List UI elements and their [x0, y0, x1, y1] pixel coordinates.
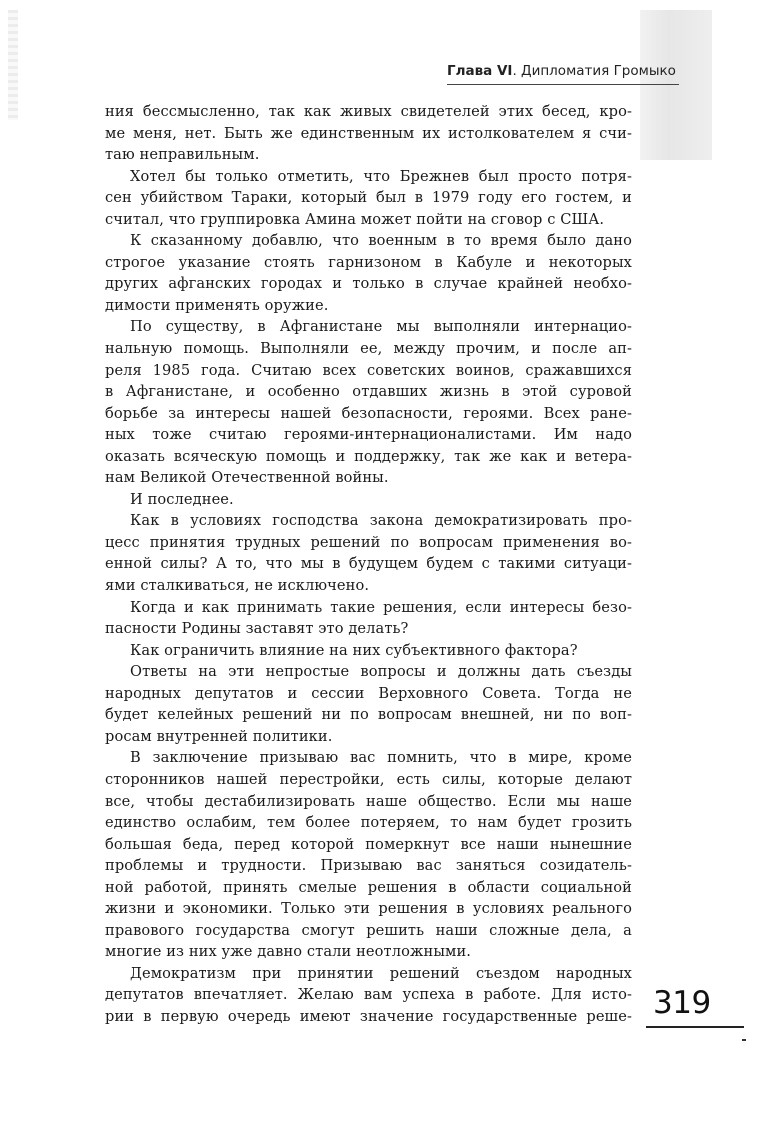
text-line: борьбе за интересы нашей безопасности, героями. Всех ране-	[105, 404, 632, 422]
chapter-title: Дипломатия Громыко	[521, 63, 676, 79]
text-line: Хотел бы только отметить, что Брежнев был просто потря-	[130, 167, 632, 185]
header-separator: .	[512, 63, 522, 79]
scan-edge-artifact	[8, 10, 18, 120]
text-line: нальную помощь. Выполняли ее, между прочим, и после ап-	[105, 340, 632, 358]
text-line: других афганских городах и только в случае крайней необхо-	[105, 275, 632, 293]
text-line: депутатов впечатляет. Желаю вам успеха в работе. Для исто-	[105, 986, 632, 1004]
text-line: рии в первую очередь имеют значение государственные реше-	[105, 1007, 632, 1025]
text-line: ме меня, нет. Быть же единственным их истолкователем я счи-	[105, 124, 632, 142]
text-line: цесс принятия трудных решений по вопросам применения во-	[105, 533, 632, 551]
body-text	[105, 101, 632, 1028]
scan-shadow	[640, 10, 712, 160]
text-line: жизни и экономики. Только эти решения в условиях реального	[105, 900, 632, 918]
text-line: считал, что группировка Амина может пойти на сговор с США.	[105, 210, 605, 228]
text-line: правового государства смогут решить наши сложные дела, а	[105, 921, 632, 939]
text-line: Демократизм при принятии решений съездом народных	[130, 964, 632, 982]
text-line: проблемы и трудности. Призываю вас заняться созидатель-	[105, 857, 632, 875]
text-line: народных депутатов и сессии Верховного Совета. Тогда не	[105, 684, 632, 702]
text-line: Ответы на эти непростые вопросы и должны дать съезды	[130, 663, 632, 681]
text-line: таю неправильным.	[105, 146, 260, 164]
page-number: 319	[653, 985, 711, 1021]
text-line: Когда и как принимать такие решения, если интересы безо-	[130, 598, 632, 616]
text-line: оказать всяческую помощь и поддержку, так же как и ветера-	[105, 447, 632, 465]
text-line: К сказанному добавлю, что военным в то время было дано	[130, 232, 632, 250]
text-line: димости применять оружие.	[105, 296, 329, 314]
text-line: нам Великой Отечественной войны.	[105, 469, 389, 487]
text-line: В заключение призываю вас помнить, что в мире, кроме	[130, 749, 632, 767]
text-line: росам внутренней политики.	[105, 727, 333, 745]
folio-tick	[742, 1039, 746, 1041]
text-line: Как в условиях господства закона демократизировать про-	[130, 512, 632, 530]
text-line: реля 1985 года. Считаю всех советских воинов, сражавшихся	[105, 361, 632, 379]
text-line: строгое указание стоять гарнизоном в Кабуле и некоторых	[105, 253, 632, 271]
chapter-label: Глава VI	[447, 63, 513, 79]
text-line: все, чтобы дестабилизировать наше общество. Если мы наше	[105, 792, 632, 810]
text-line: Как ограничить влияние на них субъективного фактора?	[130, 641, 578, 659]
text-line: большая беда, перед которой померкнут все наши нынешние	[105, 835, 632, 853]
text-line: енной силы? А то, что мы в будущем будем с такими ситуаци-	[105, 555, 632, 573]
text-line: ных тоже считаю героями-интернационалистами. Им надо	[105, 426, 632, 444]
text-line: пасности Родины заставят это делать?	[105, 620, 409, 638]
text-line: единство ослабим, тем более потеряем, то нам будет грозить	[105, 814, 632, 832]
text-line: многие из них уже давно стали неотложными.	[105, 943, 472, 961]
text-line: в Афганистане, и особенно отдавших жизнь в этой суровой	[105, 383, 632, 401]
running-header	[447, 63, 676, 79]
text-line: ной работой, принять смелые решения в области социальной	[105, 878, 632, 896]
folio-rule	[646, 1026, 744, 1028]
text-line: сен убийством Тараки, который был в 1979 году его гостем, и	[105, 189, 632, 207]
text-line: сторонников нашей перестройки, есть силы, которые делают	[105, 770, 632, 788]
text-line: ями сталкиваться, не исключено.	[105, 577, 370, 595]
text-line: По существу, в Афганистане мы выполняли интернацио-	[130, 318, 632, 336]
text-line: ния бессмысленно, так как живых свидетелей этих бесед, кро-	[105, 103, 632, 120]
text-line: будет келейных решений ни по вопросам внешней, ни по воп-	[105, 706, 632, 724]
header-rule	[447, 84, 679, 85]
text-line: И последнее.	[130, 490, 234, 508]
